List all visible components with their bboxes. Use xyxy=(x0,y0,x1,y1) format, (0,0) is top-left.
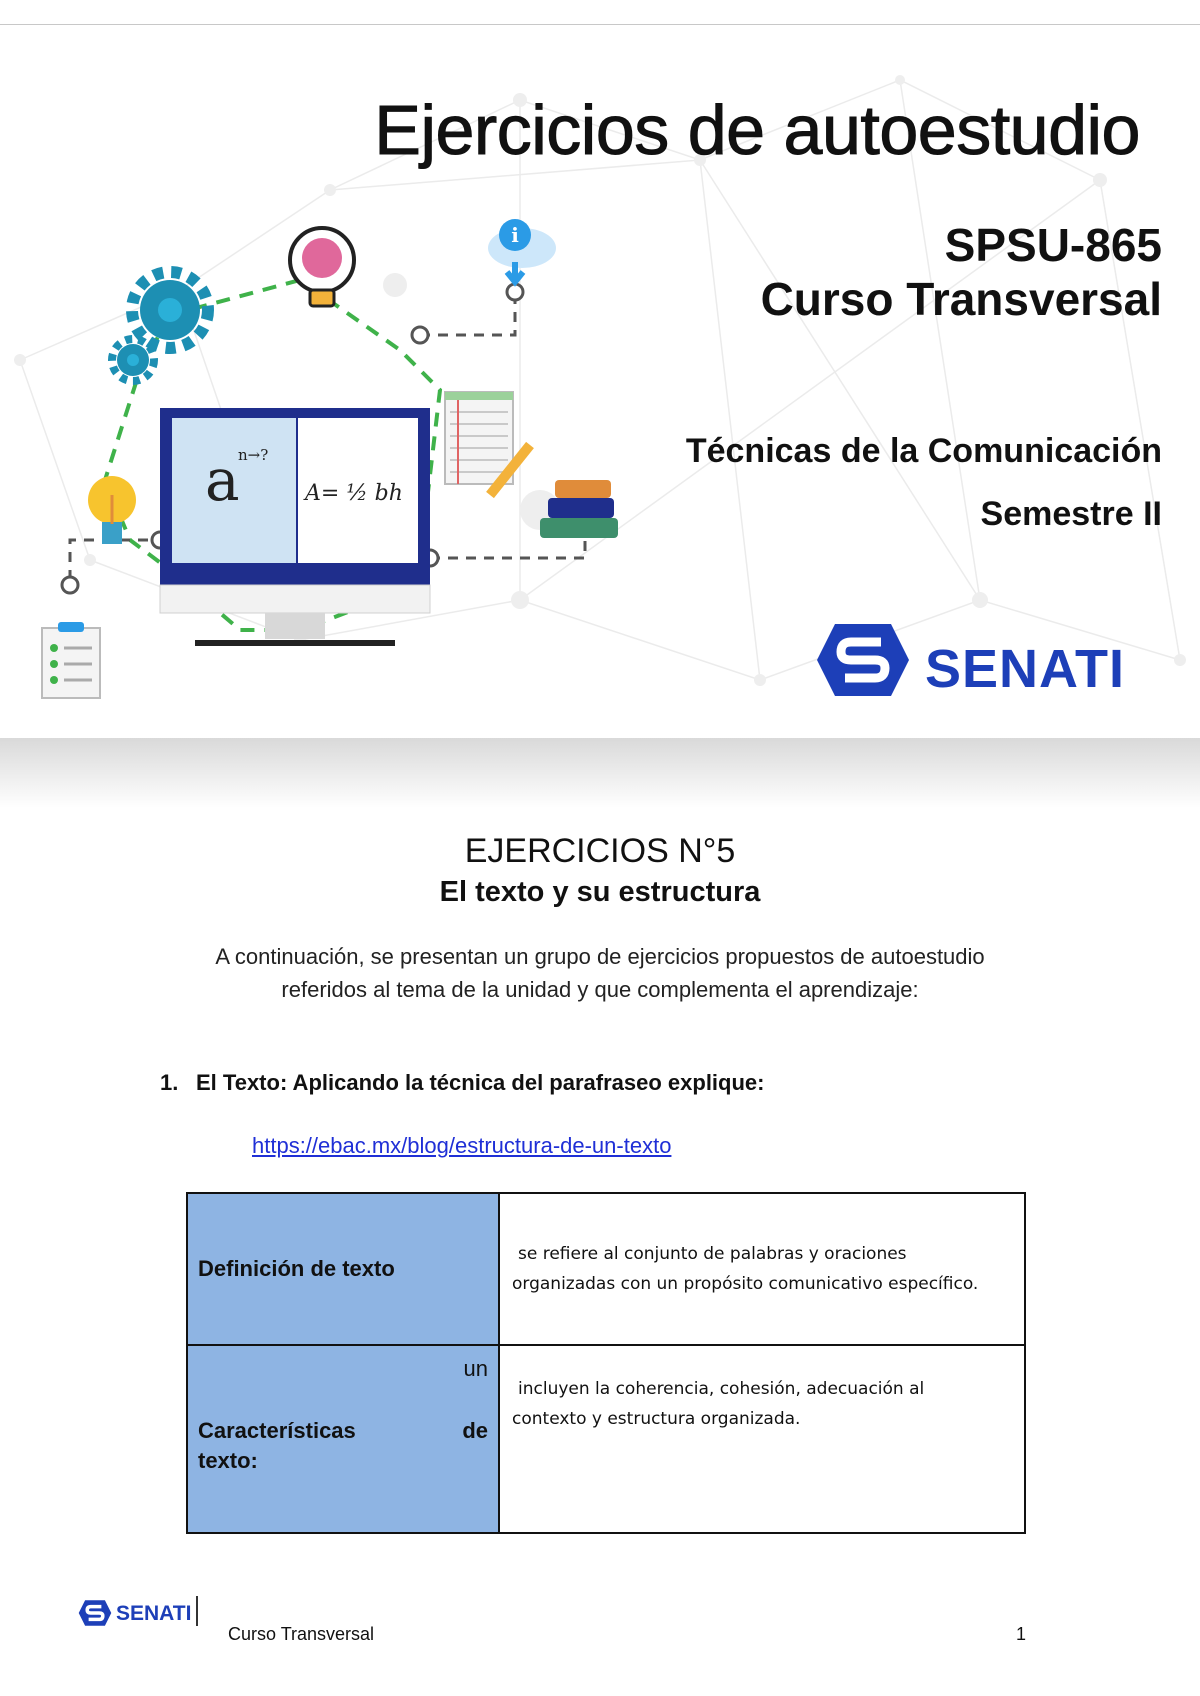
intro-line: referidos al tema de la unidad y que complementa el aprendizaje: xyxy=(281,977,919,1002)
books-icon xyxy=(540,480,618,538)
lightbulb-icon xyxy=(88,476,136,544)
senati-logo xyxy=(815,620,1135,720)
senati-mark-icon xyxy=(78,1598,112,1628)
row-label-definition: Definición de texto xyxy=(187,1193,499,1345)
question-number: 1. xyxy=(160,1070,179,1095)
brain-bulb-icon xyxy=(290,228,354,306)
footer-divider xyxy=(196,1596,198,1626)
answer-table xyxy=(186,1192,1026,1534)
checklist-icon xyxy=(42,622,100,698)
question-text: El Texto: Aplicando la técnica del parafraseo explique: xyxy=(196,1070,765,1095)
row-value-definition xyxy=(499,1193,1025,1345)
senati-mark-icon xyxy=(815,620,911,700)
svg-text:A= ½ bh: A= ½ bh xyxy=(305,481,403,506)
question-1 xyxy=(160,1070,765,1096)
gear-icon xyxy=(112,272,208,381)
course-code: SPSU-865 xyxy=(944,219,1162,271)
cover-title: Ejercicios de autoestudio xyxy=(374,91,1140,169)
cover-banner xyxy=(0,40,1200,810)
senati-wordmark: SENATI xyxy=(925,639,1126,699)
semester-label: Semestre II xyxy=(980,495,1162,533)
intro-line: A continuación, se presentan un grupo de ejercicios propuestos de autoestudio xyxy=(215,944,985,969)
table-row xyxy=(187,1345,1025,1533)
value-line: se refiere al conjunto de palabras y oraciones xyxy=(518,1244,907,1264)
label-fragment: un xyxy=(463,1356,488,1381)
footer-wordmark: SENATI xyxy=(116,1602,192,1625)
label-text xyxy=(198,1416,488,1476)
course-name: Curso Transversal xyxy=(760,273,1162,325)
row-value-characteristics xyxy=(499,1345,1025,1533)
value-line: incluyen la coherencia, cohesión, adecuación al xyxy=(518,1379,925,1399)
monitor-icon xyxy=(160,408,430,646)
page-number: 1 xyxy=(1016,1624,1027,1644)
reference-link[interactable]: https://ebac.mx/blog/estructura-de-un-texto xyxy=(252,1133,672,1158)
subject-name: Técnicas de la Comunicación xyxy=(685,432,1162,470)
svg-text:n→?: n→? xyxy=(238,446,269,464)
intro-paragraph xyxy=(150,940,1050,1006)
svg-text:a: a xyxy=(205,446,240,514)
notepad-icon xyxy=(445,392,530,495)
svg-text:i: i xyxy=(511,223,519,247)
label-word: de xyxy=(462,1418,488,1443)
info-cloud-icon xyxy=(488,219,556,282)
footer-course: Curso Transversal xyxy=(228,1624,375,1644)
exercise-subheading: El texto y su estructura xyxy=(439,876,761,908)
label-word: texto: xyxy=(198,1448,258,1473)
exercise-heading: EJERCICIOS N°5 xyxy=(464,832,736,870)
value-line: organizadas con un propósito comunicativo específico. xyxy=(512,1274,979,1294)
row-label-characteristics xyxy=(187,1345,499,1533)
top-rule xyxy=(0,24,1200,25)
table-row xyxy=(187,1193,1025,1345)
banner-shadow xyxy=(0,738,1200,808)
label-word: Características xyxy=(198,1418,356,1443)
value-line: contexto y estructura organizada. xyxy=(512,1409,801,1429)
footer-logo xyxy=(78,1596,208,1632)
